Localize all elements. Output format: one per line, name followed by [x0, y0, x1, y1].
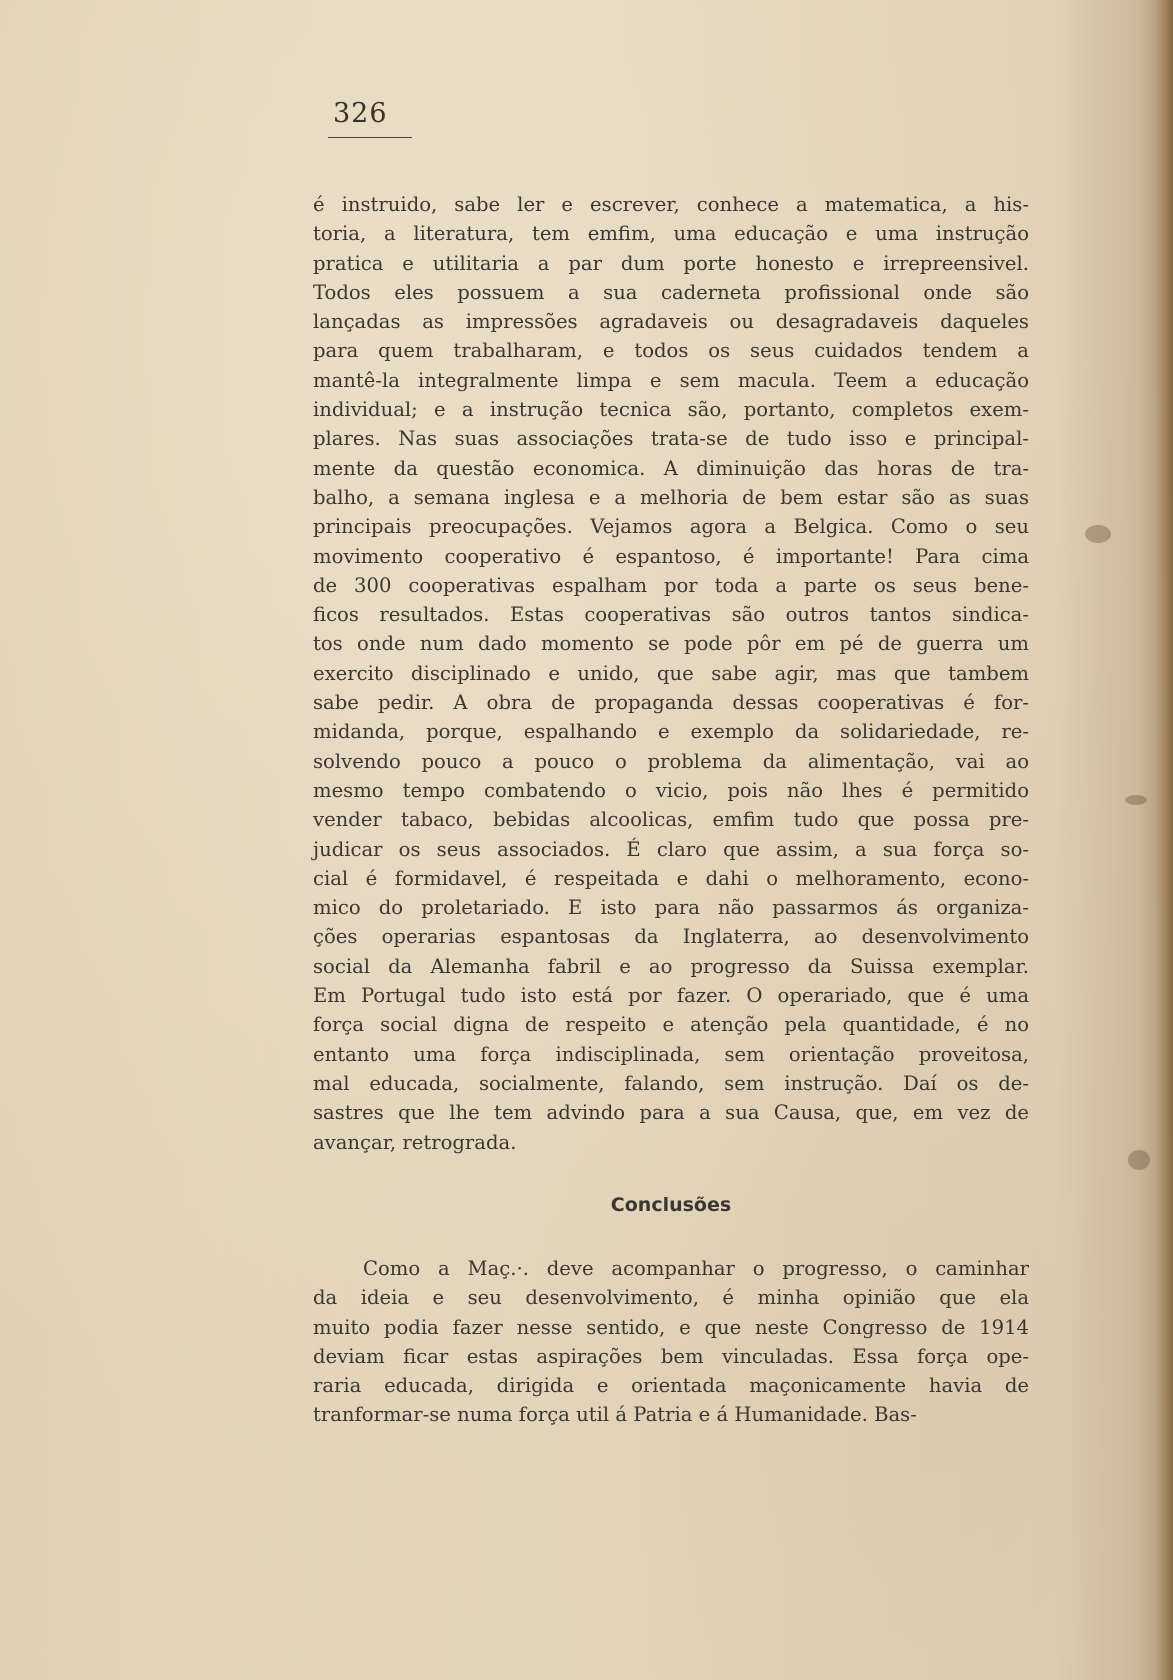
body-paragraph	[313, 190, 1029, 1157]
text-line: mantê-la integralmente limpa e sem macula. Teem a educação	[313, 368, 1029, 392]
text-line: lançadas as impressões agradaveis ou desagradaveis daqueles	[313, 310, 1029, 334]
text-line: pratica e utilitaria a par dum porte honesto e irrepreensivel.	[313, 251, 1029, 275]
text-line: tos onde num dado momento se pode pôr em pé de guerra um	[313, 632, 1029, 656]
text-line: de 300 cooperativas espalham por toda a parte os seus bene-	[313, 573, 1029, 597]
text-line: para quem trabalharam, e todos os seus cuidados tendem a	[313, 339, 1029, 363]
text-line: mente da questão economica. A diminuição das horas de tra-	[313, 456, 1029, 480]
text-line: Como a Maç.·. deve acompanhar o progresso, o caminhar	[363, 1257, 1029, 1280]
text-line: individual; e a instrução tecnica são, portanto, completos exem-	[313, 398, 1029, 422]
text-line: sabe pedir. A obra de propaganda dessas cooperativas é for-	[313, 691, 1029, 715]
text-line: plares. Nas suas associações trata-se de tudo isso e principal-	[313, 427, 1029, 451]
text-line: muito podia fazer nesse sentido, e que neste Congresso de 1914	[313, 1315, 1029, 1339]
page-number: 326	[333, 98, 388, 129]
text-line: Todos eles possuem a sua caderneta profissional onde são	[313, 280, 1029, 304]
ink-blot	[1128, 1150, 1150, 1170]
text-line: ções operarias espantosas da Inglaterra, ao desenvolvimento	[313, 925, 1029, 949]
text-line: vender tabaco, bebidas alcoolicas, emfim tudo que possa pre-	[313, 808, 1029, 832]
text-line: da ideia e seu desenvolvimento, é minha opinião que ela	[313, 1286, 1029, 1310]
text-line: principais preocupações. Vejamos agora a Belgica. Como o seu	[313, 515, 1029, 539]
text-line: social da Alemanha fabril e ao progresso da Suissa exemplar.	[313, 954, 1029, 978]
text-line: sastres que lhe tem advindo para a sua Causa, que, em vez de	[313, 1101, 1029, 1125]
text-line: cial é formidavel, é respeitada e dahi o melhoramento, econo-	[313, 866, 1029, 890]
text-line: avançar, retrograda.	[313, 1130, 517, 1154]
text-line: balho, a semana inglesa e a melhoria de bem estar são as suas	[313, 485, 1029, 509]
text-line: judicar os seus associados. É claro que assim, a sua força so-	[313, 837, 1029, 861]
text-line: mesmo tempo combatendo o vicio, pois não lhes é permitido	[313, 778, 1029, 802]
ink-blot	[1085, 525, 1111, 543]
text-line: deviam ficar estas aspirações bem vinculadas. Essa força ope-	[313, 1344, 1029, 1368]
section-heading: Conclusões	[610, 1194, 732, 1216]
text-line: raria educada, dirigida e orientada maçonicamente havia de	[313, 1374, 1029, 1398]
conclusions-paragraph	[313, 1254, 1029, 1430]
text-line: solvendo pouco a pouco o problema da alimentação, vai ao	[313, 749, 1029, 773]
text-line: mal educada, socialmente, falando, sem instrução. Daí os de-	[313, 1071, 1029, 1095]
text-line: tranformar-se numa força util á Patria e á Humanidade. Bas-	[313, 1403, 917, 1427]
text-line: midanda, porque, espalhando e exemplo da solidariedade, re-	[313, 720, 1029, 744]
text-line: entanto uma força indisciplinada, sem orientação proveitosa,	[313, 1042, 1029, 1066]
text-line: exercito disciplinado e unido, que sabe agir, mas que tambem	[313, 661, 1029, 685]
text-line: força social digna de respeito e atenção pela quantidade, é no	[313, 1013, 1029, 1037]
ink-blot	[1125, 795, 1147, 805]
text-line: Em Portugal tudo isto está por fazer. O operariado, que é uma	[313, 984, 1029, 1008]
text-line: mico do proletariado. E isto para não passarmos ás organiza-	[313, 896, 1029, 920]
text-line: toria, a literatura, tem emfim, uma educação e uma instrução	[313, 222, 1029, 246]
text-line: ficos resultados. Estas cooperativas são outros tantos sindica-	[313, 603, 1029, 627]
text-line: é instruido, sabe ler e escrever, conhece a matematica, a his-	[313, 193, 1029, 216]
page-number-rule	[328, 137, 412, 138]
text-line: movimento cooperativo é espantoso, é importante! Para cima	[313, 544, 1029, 568]
page-edge-stain	[1155, 0, 1173, 1680]
